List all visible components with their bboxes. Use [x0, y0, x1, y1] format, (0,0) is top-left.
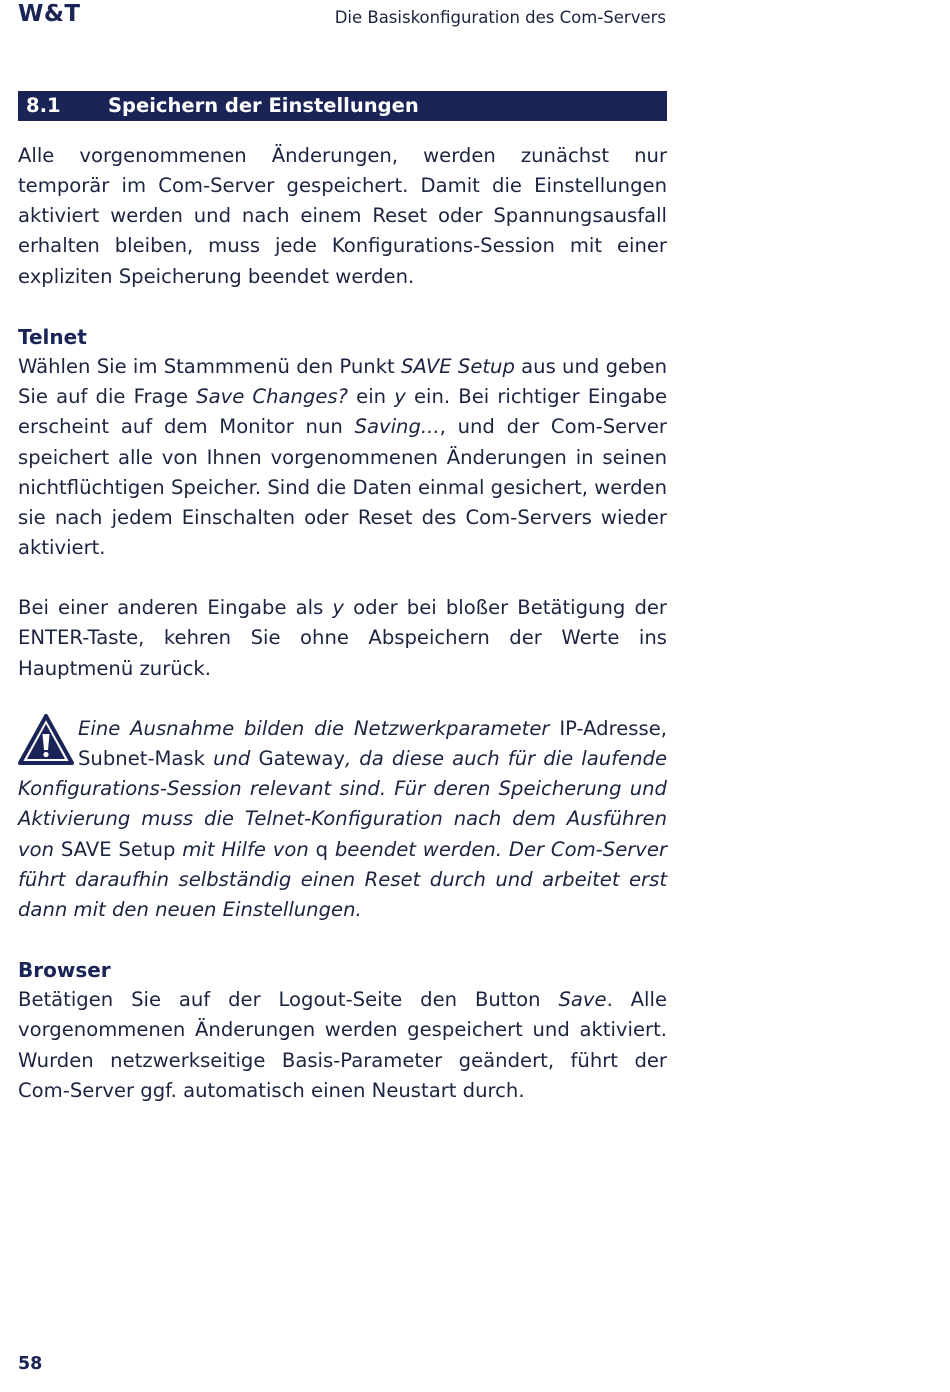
section-title: Speichern der Einstellungen — [108, 94, 419, 117]
section-number: 8.1 — [26, 94, 61, 117]
page-number: 58 — [18, 1354, 43, 1374]
section-heading — [18, 91, 667, 121]
telnet-heading: Telnet — [18, 324, 87, 349]
warning-triangle-icon — [18, 714, 74, 766]
browser-heading: Browser — [18, 958, 111, 983]
telnet-paragraph-2: Bei einer anderen Eingabe als y oder bei bloßer Betätigung der ENTER-Taste, kehren Sie ohne Abspeichern der Werte ins Hauptmenü zurück. — [18, 596, 667, 680]
browser-paragraph: Betätigen Sie auf der Logout-Seite den Button Save. Alle vorgenommenen Änderungen werden gespeichert und aktiviert. Wurden netzwerkseitige Basis-Parameter geändert, führt der Com-Server ggf. automatisch einen Neustart durch. — [18, 988, 667, 1102]
warning-note: Eine Ausnahme bilden die Netzwerkparameter IP-Adresse, Subnet-Mask und Gateway, da diese auch für die laufende Konfigurations-Session relevant sind. Für deren Speicherung und Aktivierung muss die Telnet-Konfiguration nach dem Ausführen von SAVE Setup mit Hilfe von q beendet werden. Der Com-Server führt daraufhin selbständig einen Reset durch und arbeitet erst dann mit den neuen Einstellungen. — [18, 714, 667, 925]
telnet-paragraph: Wählen Sie im Stammmenü den Punkt SAVE Setup aus und geben Sie auf die Frage Save Changes? ein y ein. Bei richtiger Eingabe erscheint auf dem Monitor nun Saving..., und der Com-Server speichert alle von Ihnen vorgenommenen Änderungen in seinen nichtflüchtigen Speicher. Sind die Daten einmal gesichert, werden sie nach jedem Einschalten oder Reset des Com-Servers wieder aktiviert. — [18, 355, 668, 560]
running-header: Die Basiskonfiguration des Com-Servers — [334, 8, 666, 27]
intro-paragraph: Alle vorgenommenen Änderungen, werden zunächst nur temporär im Com-Server gespeichert. Damit die Einstellungen aktiviert werden und nach einem Reset oder Spannungsausfall erhalten bleiben, muss jede Konfigurations-Session mit einer expliziten Speicherung beendet werden. — [18, 144, 667, 288]
body-text — [18, 141, 667, 1106]
logo: W&T — [18, 1, 81, 27]
